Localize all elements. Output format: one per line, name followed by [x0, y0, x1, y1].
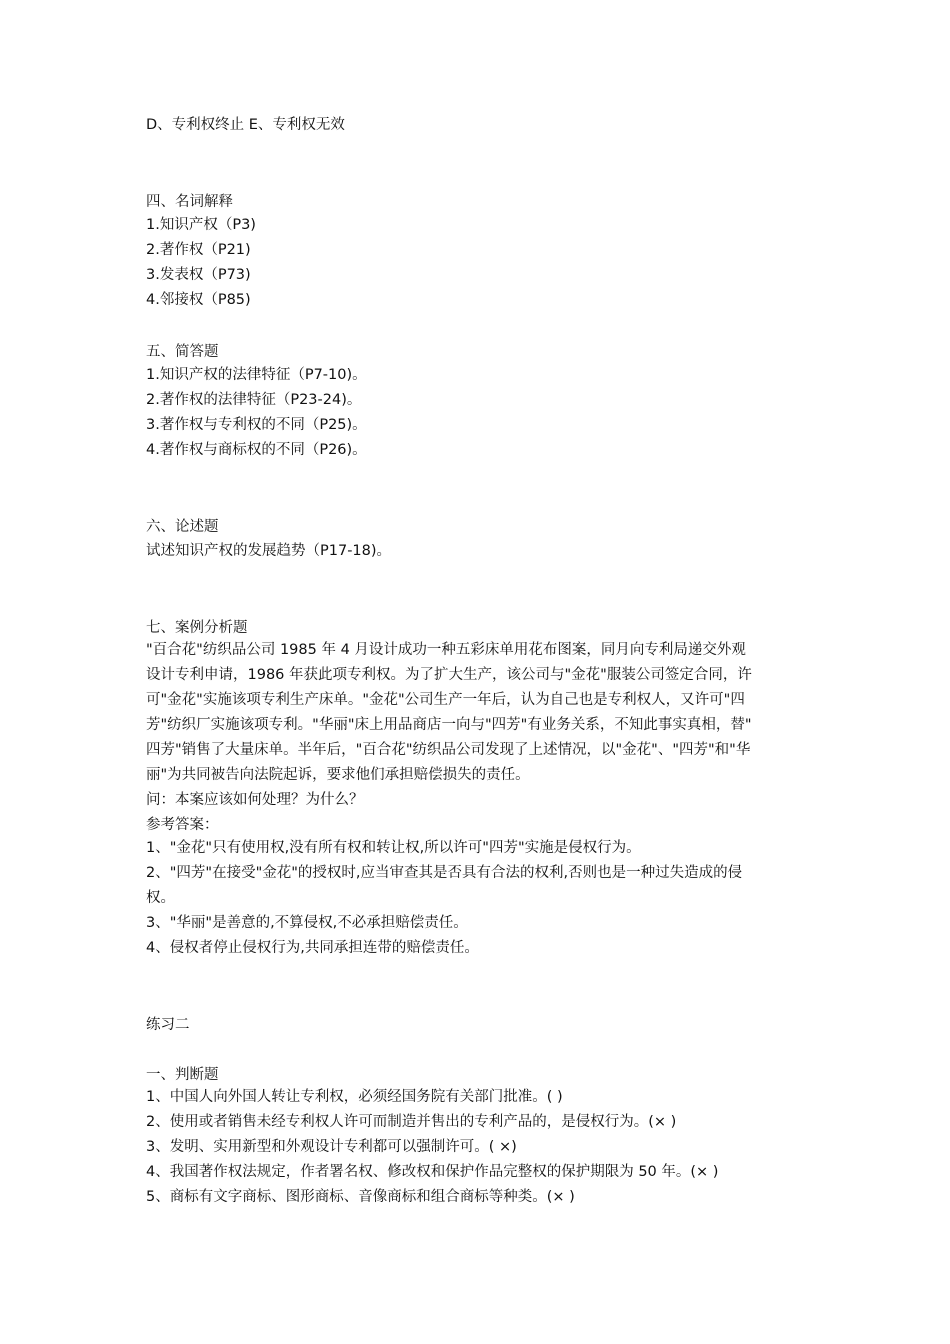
case-text-line: 设计专利申请，1986 年获此项专利权。为了扩大生产，该公司与"金花"服装公司签定合同，许: [146, 667, 752, 683]
answer-line: 2、"四芳"在接受"金花"的授权时,应当审查其是否具有合法的权利,否则也是一种过失造成的侵: [146, 865, 743, 881]
list-item: 3、发明、实用新型和外观设计专利都可以强制许可。( ×): [146, 1139, 517, 1155]
list-item: 2.著作权的法律特征（P23-24)。: [146, 392, 362, 408]
case-text-line: 芳"纺织厂实施该项专利。"华丽"床上用品商店一向与"四芳"有业务关系，不知此事实真相，替": [146, 717, 752, 733]
exercise-title: 练习二: [146, 1017, 190, 1033]
options-line: D、专利权终止 E、专利权无效: [146, 117, 345, 133]
case-text-line: 丽"为共同被告向法院起诉，要求他们承担赔偿损失的责任。: [146, 767, 530, 783]
case-question: 问：本案应该如何处理？为什么？: [146, 792, 364, 808]
answer-line: 4、侵权者停止侵权行为,共同承担连带的赔偿责任。: [146, 940, 479, 956]
case-text-line: 可"金花"实施该项专利生产床单。"金花"公司生产一年后，认为自己也是专利权人，又许可"四: [146, 692, 745, 708]
answer-line: 1、"金花"只有使用权,没有所有权和转让权,所以许可"四芳"实施是侵权行为。: [146, 840, 641, 856]
list-item: 4、我国著作权法规定，作者署名权、修改权和保护作品完整权的保护期限为 50 年。(× ): [146, 1164, 719, 1180]
list-item: 5、商标有文字商标、图形商标、音像商标和组合商标等种类。(× ): [146, 1189, 575, 1205]
case-text-line: 四芳"销售了大量床单。半年后，"百合花"纺织品公司发现了上述情况，以"金花"、"四芳"和"华: [146, 742, 751, 758]
answer-line: 权。: [146, 890, 175, 906]
case-text-line: "百合花"纺织品公司 1985 年 4 月设计成功一种五彩床单用花布图案，同月向专利局递交外观: [146, 642, 746, 658]
list-item: 1、中国人向外国人转让专利权，必须经国务院有关部门批准。( ): [146, 1089, 563, 1105]
section-heading-terms: 四、名词解释: [146, 194, 233, 210]
list-item: 2、使用或者销售未经专利权人许可而制造并售出的专利产品的，是侵权行为。(× ): [146, 1114, 677, 1130]
list-item: 4.著作权与商标权的不同（P26)。: [146, 442, 367, 458]
section-heading-true-false: 一、判断题: [146, 1067, 219, 1083]
answer-line: 3、"华丽"是善意的,不算侵权,不必承担赔偿责任。: [146, 915, 468, 931]
list-item: 3.著作权与专利权的不同（P25)。: [146, 417, 367, 433]
list-item: 4.邻接权（P85): [146, 292, 251, 308]
section-heading-short-answer: 五、简答题: [146, 344, 219, 360]
section-heading-essay: 六、论述题: [146, 519, 219, 535]
section-heading-case-analysis: 七、案例分析题: [146, 620, 248, 636]
essay-question: 试述知识产权的发展趋势（P17-18)。: [146, 543, 392, 559]
list-item: 3.发表权（P73): [146, 267, 251, 283]
answer-label: 参考答案：: [146, 817, 219, 833]
list-item: 1.知识产权的法律特征（P7-10)。: [146, 367, 367, 383]
list-item: 2.著作权（P21): [146, 242, 251, 258]
list-item: 1.知识产权（P3): [146, 217, 256, 233]
